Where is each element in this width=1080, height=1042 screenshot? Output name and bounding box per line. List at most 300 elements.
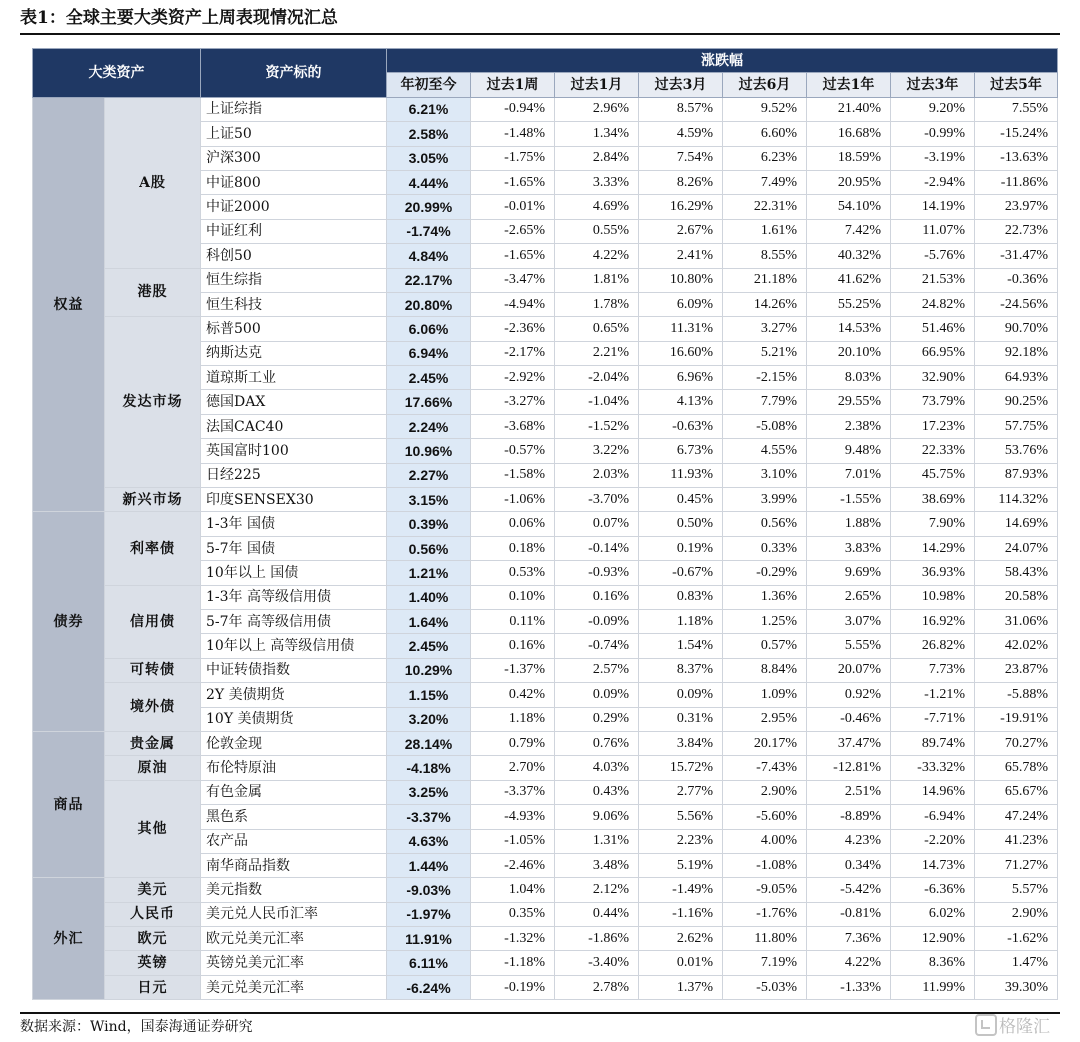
period-value-cell: 20.58% <box>975 585 1058 609</box>
period-value-cell: 2.21% <box>555 341 639 365</box>
period-value-cell: 92.18% <box>975 341 1058 365</box>
period-value-cell: 1.09% <box>723 683 807 707</box>
period-value-cell: 3.22% <box>555 439 639 463</box>
period-value-cell: 22.73% <box>975 219 1058 243</box>
subcategory-cell: 可转债 <box>105 658 201 682</box>
ytd-value-cell: 10.96% <box>387 439 471 463</box>
table-row <box>33 927 1058 951</box>
period-value-cell: 0.11% <box>471 609 555 633</box>
period-value-cell: 0.45% <box>639 488 723 512</box>
period-value-cell: -3.70% <box>555 488 639 512</box>
period-value-cell: 6.60% <box>723 122 807 146</box>
period-value-cell: 0.42% <box>471 683 555 707</box>
period-value-cell: 2.84% <box>555 146 639 170</box>
ytd-value-cell: 1.15% <box>387 683 471 707</box>
period-value-cell: 31.06% <box>975 609 1058 633</box>
period-value-cell: 2.95% <box>723 707 807 731</box>
period-value-cell: 3.83% <box>807 536 891 560</box>
period-value-cell: 1.78% <box>555 292 639 316</box>
period-value-cell: 3.33% <box>555 170 639 194</box>
period-value-cell: -7.71% <box>891 707 975 731</box>
period-value-cell: 4.23% <box>807 829 891 853</box>
period-value-cell: 7.90% <box>891 512 975 536</box>
period-value-cell: -0.94% <box>471 97 555 121</box>
period-value-cell: 0.06% <box>471 512 555 536</box>
period-value-cell: 41.62% <box>807 268 891 292</box>
table-row <box>33 268 1058 292</box>
period-value-cell: 8.84% <box>723 658 807 682</box>
period-value-cell: 8.57% <box>639 97 723 121</box>
ytd-value-cell: 2.24% <box>387 414 471 438</box>
period-value-cell: 17.23% <box>891 414 975 438</box>
asset-name-cell: 美元兑美元汇率 <box>201 975 387 999</box>
period-value-cell: 37.47% <box>807 731 891 755</box>
period-value-cell: -7.43% <box>723 756 807 780</box>
subcategory-cell: 境外债 <box>105 683 201 732</box>
table-row <box>33 756 1058 780</box>
period-value-cell: 38.69% <box>891 488 975 512</box>
period-value-cell: 1.18% <box>471 707 555 731</box>
period-value-cell: 6.23% <box>723 146 807 170</box>
asset-name-cell: 10年以上 国债 <box>201 561 387 585</box>
period-value-cell: -2.15% <box>723 366 807 390</box>
period-value-cell: 3.10% <box>723 463 807 487</box>
ytd-value-cell: 6.11% <box>387 951 471 975</box>
period-value-cell: 2.65% <box>807 585 891 609</box>
period-value-cell: 7.19% <box>723 951 807 975</box>
ytd-value-cell: -3.37% <box>387 805 471 829</box>
period-value-cell: 0.19% <box>639 536 723 560</box>
category-cell: 商品 <box>33 731 105 877</box>
subcategory-cell: 原油 <box>105 756 201 780</box>
period-value-cell: 36.93% <box>891 561 975 585</box>
period-value-cell: 7.79% <box>723 390 807 414</box>
period-value-cell: -1.21% <box>891 683 975 707</box>
period-value-cell: 8.37% <box>639 658 723 682</box>
period-value-cell: -2.65% <box>471 219 555 243</box>
period-value-cell: 1.88% <box>807 512 891 536</box>
period-value-cell: 7.54% <box>639 146 723 170</box>
period-value-cell: -0.36% <box>975 268 1058 292</box>
period-value-cell: 64.93% <box>975 366 1058 390</box>
subcategory-cell: 美元 <box>105 878 201 902</box>
period-value-cell: 1.81% <box>555 268 639 292</box>
period-value-cell: -2.94% <box>891 170 975 194</box>
subcategory-cell: 贵金属 <box>105 731 201 755</box>
asset-name-cell: 恒生综指 <box>201 268 387 292</box>
period-value-cell: 2.62% <box>639 927 723 951</box>
period-value-cell: -0.46% <box>807 707 891 731</box>
asset-name-cell: 中证800 <box>201 170 387 194</box>
header-period: 过去1周 <box>471 73 555 97</box>
period-value-cell: 4.13% <box>639 390 723 414</box>
ytd-value-cell: 11.91% <box>387 927 471 951</box>
period-value-cell: -1.08% <box>723 853 807 877</box>
header-period: 过去3年 <box>891 73 975 97</box>
period-value-cell: 42.02% <box>975 634 1058 658</box>
period-value-cell: 90.70% <box>975 317 1058 341</box>
period-value-cell: -11.86% <box>975 170 1058 194</box>
asset-name-cell: 美元指数 <box>201 878 387 902</box>
asset-name-cell: 美元兑人民币汇率 <box>201 902 387 926</box>
period-value-cell: 40.32% <box>807 244 891 268</box>
period-value-cell: -1.04% <box>555 390 639 414</box>
table-row <box>33 951 1058 975</box>
source-note: 数据来源：Wind，国泰海通证券研究 <box>20 1019 253 1035</box>
header-change-group: 涨跌幅 <box>387 49 1058 73</box>
period-value-cell: -4.94% <box>471 292 555 316</box>
period-value-cell: 18.59% <box>807 146 891 170</box>
period-value-cell: 22.33% <box>891 439 975 463</box>
asset-name-cell: 伦敦金现 <box>201 731 387 755</box>
asset-name-cell: 1-3年 高等级信用债 <box>201 585 387 609</box>
ytd-value-cell: -6.24% <box>387 975 471 999</box>
period-value-cell: 2.67% <box>639 219 723 243</box>
period-value-cell: 3.07% <box>807 609 891 633</box>
period-value-cell: 66.95% <box>891 341 975 365</box>
period-value-cell: 2.90% <box>975 902 1058 926</box>
period-value-cell: -1.06% <box>471 488 555 512</box>
period-value-cell: -0.81% <box>807 902 891 926</box>
period-value-cell: 7.01% <box>807 463 891 487</box>
watermark-text: 格隆汇 <box>999 1017 1050 1037</box>
asset-performance-table <box>32 48 1058 1000</box>
period-value-cell: 0.16% <box>555 585 639 609</box>
period-value-cell: -1.76% <box>723 902 807 926</box>
subcategory-cell: 日元 <box>105 975 201 999</box>
header-period: 过去1月 <box>555 73 639 97</box>
period-value-cell: -5.88% <box>975 683 1058 707</box>
subcategory-cell: 发达市场 <box>105 317 201 488</box>
period-value-cell: -3.47% <box>471 268 555 292</box>
period-value-cell: -1.86% <box>555 927 639 951</box>
period-value-cell: 2.78% <box>555 975 639 999</box>
period-value-cell: 65.67% <box>975 780 1058 804</box>
period-value-cell: 2.51% <box>807 780 891 804</box>
period-value-cell: -1.05% <box>471 829 555 853</box>
asset-name-cell: 德国DAX <box>201 390 387 414</box>
period-value-cell: 87.93% <box>975 463 1058 487</box>
period-value-cell: 9.69% <box>807 561 891 585</box>
period-value-cell: 24.07% <box>975 536 1058 560</box>
asset-name-cell: 纳斯达克 <box>201 341 387 365</box>
ytd-value-cell: -4.18% <box>387 756 471 780</box>
period-value-cell: 0.07% <box>555 512 639 536</box>
period-value-cell: 90.25% <box>975 390 1058 414</box>
period-value-cell: 47.24% <box>975 805 1058 829</box>
period-value-cell: -2.20% <box>891 829 975 853</box>
header-period: 过去6月 <box>723 73 807 97</box>
period-value-cell: -5.42% <box>807 878 891 902</box>
period-value-cell: -15.24% <box>975 122 1058 146</box>
subcategory-cell: 其他 <box>105 780 201 878</box>
period-value-cell: 0.29% <box>555 707 639 731</box>
asset-name-cell: 标普500 <box>201 317 387 341</box>
period-value-cell: 2.38% <box>807 414 891 438</box>
period-value-cell: 7.55% <box>975 97 1058 121</box>
period-value-cell: 0.31% <box>639 707 723 731</box>
period-value-cell: 20.95% <box>807 170 891 194</box>
period-value-cell: -5.76% <box>891 244 975 268</box>
period-value-cell: 1.25% <box>723 609 807 633</box>
period-value-cell: 1.61% <box>723 219 807 243</box>
asset-name-cell: 恒生科技 <box>201 292 387 316</box>
period-value-cell: 20.10% <box>807 341 891 365</box>
period-value-cell: 5.21% <box>723 341 807 365</box>
period-value-cell: 0.50% <box>639 512 723 536</box>
period-value-cell: -0.93% <box>555 561 639 585</box>
period-value-cell: 4.22% <box>555 244 639 268</box>
period-value-cell: 1.31% <box>555 829 639 853</box>
period-value-cell: 7.36% <box>807 927 891 951</box>
period-value-cell: -8.89% <box>807 805 891 829</box>
ytd-value-cell: 3.05% <box>387 146 471 170</box>
period-value-cell: 5.56% <box>639 805 723 829</box>
period-value-cell: 8.26% <box>639 170 723 194</box>
period-value-cell: 54.10% <box>807 195 891 219</box>
ytd-value-cell: 4.44% <box>387 170 471 194</box>
asset-name-cell: 10年以上 高等级信用债 <box>201 634 387 658</box>
period-value-cell: -1.52% <box>555 414 639 438</box>
period-value-cell: 0.79% <box>471 731 555 755</box>
period-value-cell: 4.69% <box>555 195 639 219</box>
asset-name-cell: 农产品 <box>201 829 387 853</box>
header-period-ytd: 年初至今 <box>387 73 471 97</box>
period-value-cell: -3.19% <box>891 146 975 170</box>
period-value-cell: -1.48% <box>471 122 555 146</box>
asset-name-cell: 日经225 <box>201 463 387 487</box>
period-value-cell: 9.06% <box>555 805 639 829</box>
period-value-cell: 0.83% <box>639 585 723 609</box>
ytd-value-cell: 10.29% <box>387 658 471 682</box>
ytd-value-cell: 1.44% <box>387 853 471 877</box>
period-value-cell: 0.65% <box>555 317 639 341</box>
period-value-cell: 0.34% <box>807 853 891 877</box>
ytd-value-cell: 28.14% <box>387 731 471 755</box>
period-value-cell: 0.33% <box>723 536 807 560</box>
period-value-cell: 1.37% <box>639 975 723 999</box>
period-value-cell: 20.07% <box>807 658 891 682</box>
period-value-cell: 2.77% <box>639 780 723 804</box>
table-row <box>33 780 1058 804</box>
table-row <box>33 975 1058 999</box>
ytd-value-cell: 0.56% <box>387 536 471 560</box>
period-value-cell: -2.17% <box>471 341 555 365</box>
period-value-cell: 0.55% <box>555 219 639 243</box>
period-value-cell: 4.22% <box>807 951 891 975</box>
period-value-cell: 2.70% <box>471 756 555 780</box>
title-rule <box>20 33 1060 35</box>
ytd-value-cell: 2.45% <box>387 634 471 658</box>
period-value-cell: 8.36% <box>891 951 975 975</box>
period-value-cell: 65.78% <box>975 756 1058 780</box>
asset-name-cell: 上证综指 <box>201 97 387 121</box>
period-value-cell: 2.41% <box>639 244 723 268</box>
ytd-value-cell: 20.80% <box>387 292 471 316</box>
period-value-cell: -1.65% <box>471 170 555 194</box>
period-value-cell: 3.99% <box>723 488 807 512</box>
period-value-cell: 4.00% <box>723 829 807 853</box>
period-value-cell: 10.98% <box>891 585 975 609</box>
asset-name-cell: 上证50 <box>201 122 387 146</box>
period-value-cell: 8.03% <box>807 366 891 390</box>
ytd-value-cell: 2.45% <box>387 366 471 390</box>
period-value-cell: -33.32% <box>891 756 975 780</box>
period-value-cell: -5.03% <box>723 975 807 999</box>
period-value-cell: -1.58% <box>471 463 555 487</box>
period-value-cell: -0.74% <box>555 634 639 658</box>
period-value-cell: 0.09% <box>555 683 639 707</box>
period-value-cell: 14.53% <box>807 317 891 341</box>
period-value-cell: 6.73% <box>639 439 723 463</box>
period-value-cell: 6.96% <box>639 366 723 390</box>
period-value-cell: -6.36% <box>891 878 975 902</box>
period-value-cell: -0.29% <box>723 561 807 585</box>
period-value-cell: -1.16% <box>639 902 723 926</box>
asset-name-cell: 法国CAC40 <box>201 414 387 438</box>
subcategory-cell: 人民币 <box>105 902 201 926</box>
asset-name-cell: 布伦特原油 <box>201 756 387 780</box>
period-value-cell: -1.55% <box>807 488 891 512</box>
asset-name-cell: 5-7年 高等级信用债 <box>201 609 387 633</box>
period-value-cell: 7.49% <box>723 170 807 194</box>
period-value-cell: 16.29% <box>639 195 723 219</box>
period-value-cell: 1.36% <box>723 585 807 609</box>
period-value-cell: -5.08% <box>723 414 807 438</box>
period-value-cell: 23.87% <box>975 658 1058 682</box>
period-value-cell: -3.37% <box>471 780 555 804</box>
ytd-value-cell: 1.64% <box>387 609 471 633</box>
period-value-cell: 2.90% <box>723 780 807 804</box>
period-value-cell: 21.18% <box>723 268 807 292</box>
period-value-cell: -3.40% <box>555 951 639 975</box>
period-value-cell: 6.02% <box>891 902 975 926</box>
period-value-cell: 14.73% <box>891 853 975 877</box>
period-value-cell: 2.57% <box>555 658 639 682</box>
period-value-cell: 0.01% <box>639 951 723 975</box>
period-value-cell: 3.84% <box>639 731 723 755</box>
period-value-cell: 0.35% <box>471 902 555 926</box>
subcategory-cell: 欧元 <box>105 927 201 951</box>
ytd-value-cell: 2.58% <box>387 122 471 146</box>
period-value-cell: 53.76% <box>975 439 1058 463</box>
ytd-value-cell: -1.74% <box>387 219 471 243</box>
period-value-cell: 24.82% <box>891 292 975 316</box>
period-value-cell: -1.32% <box>471 927 555 951</box>
period-value-cell: 4.55% <box>723 439 807 463</box>
asset-name-cell: 科创50 <box>201 244 387 268</box>
watermark-logo-icon <box>975 1014 997 1036</box>
period-value-cell: 7.42% <box>807 219 891 243</box>
period-value-cell: 16.68% <box>807 122 891 146</box>
period-value-cell: 5.57% <box>975 878 1058 902</box>
asset-name-cell: 5-7年 国债 <box>201 536 387 560</box>
asset-name-cell: 中证2000 <box>201 195 387 219</box>
ytd-value-cell: 3.15% <box>387 488 471 512</box>
asset-name-cell: 道琼斯工业 <box>201 366 387 390</box>
period-value-cell: -0.09% <box>555 609 639 633</box>
period-value-cell: 14.19% <box>891 195 975 219</box>
ytd-value-cell: 1.21% <box>387 561 471 585</box>
period-value-cell: 39.30% <box>975 975 1058 999</box>
period-value-cell: 0.16% <box>471 634 555 658</box>
period-value-cell: 0.76% <box>555 731 639 755</box>
period-value-cell: -2.04% <box>555 366 639 390</box>
period-value-cell: 2.03% <box>555 463 639 487</box>
header-asset-class: 大类资产 <box>33 49 201 98</box>
period-value-cell: 4.03% <box>555 756 639 780</box>
period-value-cell: 55.25% <box>807 292 891 316</box>
period-value-cell: 71.27% <box>975 853 1058 877</box>
period-value-cell: 2.12% <box>555 878 639 902</box>
period-value-cell: 0.92% <box>807 683 891 707</box>
period-value-cell: 11.99% <box>891 975 975 999</box>
period-value-cell: 70.27% <box>975 731 1058 755</box>
period-value-cell: 11.31% <box>639 317 723 341</box>
period-value-cell: 32.90% <box>891 366 975 390</box>
category-cell: 权益 <box>33 97 105 512</box>
period-value-cell: 9.20% <box>891 97 975 121</box>
ytd-value-cell: 1.40% <box>387 585 471 609</box>
period-value-cell: 5.19% <box>639 853 723 877</box>
subcategory-cell: 利率债 <box>105 512 201 585</box>
period-value-cell: 0.53% <box>471 561 555 585</box>
period-value-cell: -0.67% <box>639 561 723 585</box>
period-value-cell: -12.81% <box>807 756 891 780</box>
subcategory-cell: 信用债 <box>105 585 201 658</box>
period-value-cell: 0.57% <box>723 634 807 658</box>
asset-name-cell: 黑色系 <box>201 805 387 829</box>
period-value-cell: 51.46% <box>891 317 975 341</box>
period-value-cell: -1.75% <box>471 146 555 170</box>
period-value-cell: 5.55% <box>807 634 891 658</box>
period-value-cell: -0.19% <box>471 975 555 999</box>
period-value-cell: 23.97% <box>975 195 1058 219</box>
period-value-cell: 1.04% <box>471 878 555 902</box>
ytd-value-cell: 17.66% <box>387 390 471 414</box>
ytd-value-cell: 3.25% <box>387 780 471 804</box>
period-value-cell: 0.43% <box>555 780 639 804</box>
ytd-value-cell: 6.06% <box>387 317 471 341</box>
period-value-cell: 29.55% <box>807 390 891 414</box>
asset-name-cell: 欧元兑美元汇率 <box>201 927 387 951</box>
table-row <box>33 317 1058 341</box>
period-value-cell: 14.29% <box>891 536 975 560</box>
period-value-cell: 16.60% <box>639 341 723 365</box>
period-value-cell: 1.18% <box>639 609 723 633</box>
asset-name-cell: 中证红利 <box>201 219 387 243</box>
period-value-cell: 14.96% <box>891 780 975 804</box>
table-row <box>33 97 1058 121</box>
category-cell: 债券 <box>33 512 105 732</box>
period-value-cell: 58.43% <box>975 561 1058 585</box>
header-period: 过去5年 <box>975 73 1058 97</box>
asset-name-cell: 中证转债指数 <box>201 658 387 682</box>
ytd-value-cell: 20.99% <box>387 195 471 219</box>
period-value-cell: 73.79% <box>891 390 975 414</box>
period-value-cell: 3.27% <box>723 317 807 341</box>
period-value-cell: 6.09% <box>639 292 723 316</box>
period-value-cell: -4.93% <box>471 805 555 829</box>
ytd-value-cell: 6.21% <box>387 97 471 121</box>
period-value-cell: -2.36% <box>471 317 555 341</box>
category-cell: 外汇 <box>33 878 105 1000</box>
period-value-cell: -1.37% <box>471 658 555 682</box>
asset-name-cell: 1-3年 国债 <box>201 512 387 536</box>
asset-name-cell: 南华商品指数 <box>201 853 387 877</box>
period-value-cell: -1.18% <box>471 951 555 975</box>
period-value-cell: 21.53% <box>891 268 975 292</box>
